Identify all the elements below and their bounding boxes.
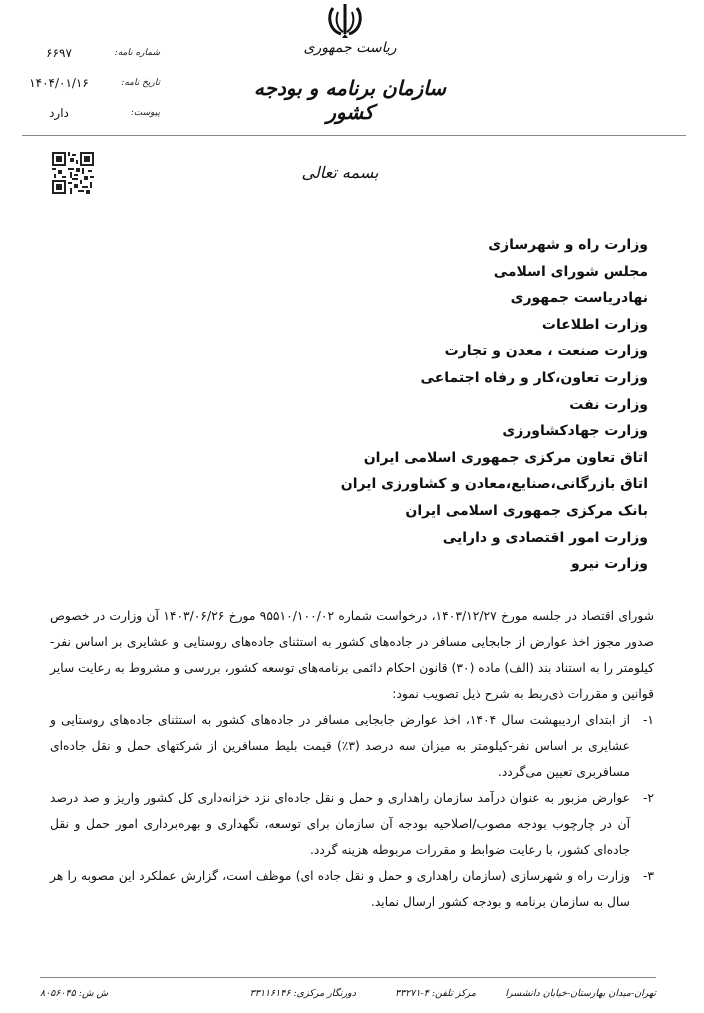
recipient-item: وزارت صنعت ، معدن و تجارت	[444, 343, 648, 360]
letter-date-row	[10, 68, 160, 98]
recipient-item: مجلس شورای اسلامی	[493, 263, 648, 280]
header-divider	[22, 135, 686, 136]
footer	[40, 988, 656, 999]
recipients-list	[248, 232, 648, 578]
iran-emblem-icon	[325, 2, 365, 38]
item-text: از ابتدای اردیبهشت سال ۱۴۰۴، اخذ عوارض جابجایی مسافر در جاده‌های کشور به استثنای جاده‌های روستایی و عشایری بر اساس نفر-کیلومتر به میزان سه درصد (۳٪) قیمت بلیط مسافرین از شرکتهای حمل و نقل جاده‌ای مسافربری تعیین می‌گردد.	[50, 713, 630, 779]
footer-phone: مرکز تلفن: ۴-۳۳۲۷۱	[394, 988, 476, 999]
recipient-item: اتاق بازرگانی،صنایع،معادن و کشاورزی ایران	[340, 476, 648, 493]
presidency-title: ریاست جمهوری	[303, 40, 397, 56]
attachment-label: پیوست:	[130, 108, 160, 118]
footer-address: تهران-میدان بهارستان-خیابان دانشسرا	[505, 988, 656, 999]
footer-postal-code: ش ش: ۸۰۵۶۰۴۵	[40, 988, 109, 999]
bismillah-heading: بسمه تعالی	[301, 163, 379, 182]
resolution-item	[50, 785, 654, 863]
letter-meta	[10, 38, 160, 128]
recipient-item: اتاق تعاون مرکزی جمهوری اسلامی ایران	[363, 449, 648, 466]
resolution-item	[50, 707, 654, 785]
footer-divider	[40, 977, 656, 978]
attachment-value: دارد	[49, 106, 69, 120]
recipient-item: بانک مرکزی جمهوری اسلامی ایران	[405, 502, 648, 519]
item-text: وزارت راه و شهرسازی (سازمان راهداری و حمل و نقل جاده ای) موظف است، گزارش عملکرد این مصوبه را هر سال به سازمان برنامه و بودجه کشور ارسال نماید.	[50, 869, 630, 909]
recipient-item: نهادریاست جمهوری	[510, 290, 648, 307]
letter-number-row	[10, 38, 160, 68]
letter-number-value: ۶۶۹۷	[46, 46, 72, 60]
item-number: ۳-	[642, 869, 654, 883]
letter-date-label: تاریخ نامه:	[121, 78, 160, 88]
recipient-item: وزارت امور اقتصادی و دارایی	[442, 529, 648, 546]
recipient-item: وزارت جهادکشاورزی	[502, 423, 648, 440]
item-number: ۱-	[642, 713, 654, 727]
letter-date-value: ۱۴۰۴/۰۱/۱۶	[29, 76, 89, 90]
recipient-item: وزارت اطلاعات	[541, 316, 648, 333]
intro-paragraph: شورای اقتصاد در جلسه مورخ ۱۴۰۳/۱۲/۲۷، درخواست شماره ۹۵۵۱۰/۱۰۰/۰۲ مورخ ۱۴۰۳/۰۶/۲۶ آن وزارت در خصوص صدور مجوز اخذ عوارض از جابجایی مسافر در جاده‌های کشور به استثنای جاده‌های روستایی و عشایری بر اساس نفر-کیلومتر را به استناد بند (الف) ماده (۳۰) قانون احکام دائمی برنامه‌های توسعه کشور، بررسی و مشروط به رعایت سایر قوانین و مقررات ذی‌ربط به شرح ذیل تصویب نمود:	[50, 609, 654, 701]
recipient-item: وزارت راه و شهرسازی	[488, 237, 648, 253]
recipient-item: وزارت نفت	[569, 396, 648, 413]
recipient-item: وزارت تعاون،کار و رفاه اجتماعی	[420, 369, 648, 386]
attachment-row	[10, 98, 160, 128]
recipient-item: وزارت نیرو	[571, 556, 648, 573]
letter-body	[50, 603, 654, 915]
footer-fax: دورنگار مرکزی: ۳۳۱۱۶۱۴۶	[249, 988, 356, 999]
letter-number-label: شماره نامه:	[114, 48, 160, 58]
item-text: عوارض مزبور به عنوان درآمد سازمان راهداری و حمل و نقل جاده‌ای نزد خزانه‌داری کل کشور واریز و صد درصد آن در چارچوب بودجه مصوب/اصلاحیه بودجه آن سازمان برای توسعه، نگهداری و بهره‌برداری امور حمل و نقل جاده‌ای کشور، با رعایت ضوابط و مقررات مربوطه هزینه گردد.	[50, 791, 630, 857]
organization-name: سازمان برنامه و بودجه کشور	[253, 76, 447, 124]
resolution-item	[50, 863, 654, 915]
qr-code-icon	[52, 152, 94, 194]
item-number: ۲-	[642, 791, 654, 805]
